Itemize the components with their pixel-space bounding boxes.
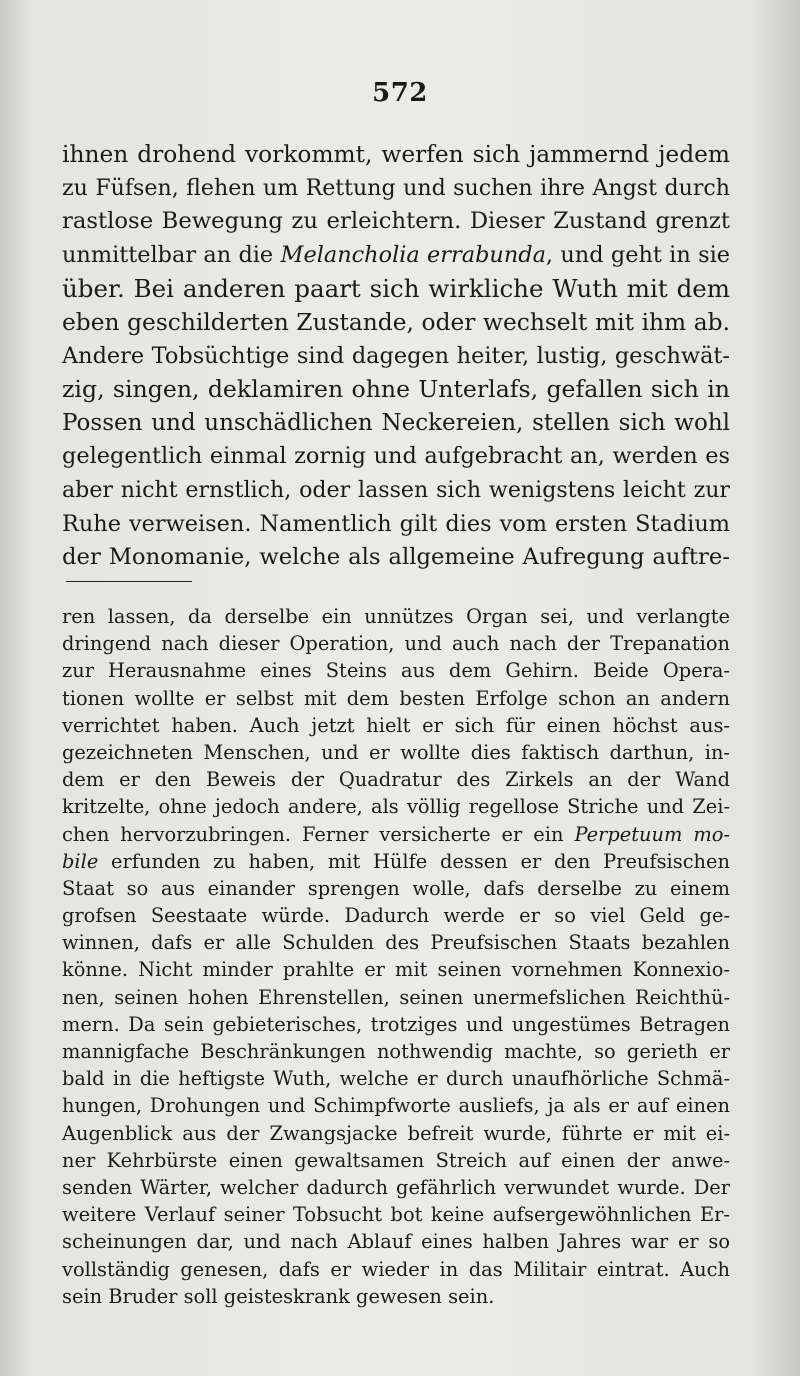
- footnote-line: mannigfache Beschränkungen nothwendig machte, so gerieth er: [62, 1040, 730, 1063]
- footnote-line: verrichtet haben. Auch jetzt hielt er sich für einen höchst aus-: [62, 713, 730, 737]
- footnote-line: sein Bruder soll geisteskrank gewesen sein.: [62, 1284, 495, 1308]
- footnote-line: [62, 821, 730, 848]
- footnote-separator: [66, 581, 192, 582]
- footnote-line: grofsen Seestaate würde. Dadurch werde er so viel Geld ge-: [62, 904, 730, 928]
- footnote-line: hungen, Drohungen und Schimpfworte ausliefs, ja als er auf einen: [62, 1094, 730, 1118]
- footnote-line: gezeichneten Menschen, und er wollte dies faktisch darthun, in-: [62, 740, 730, 764]
- main-line: Possen und unschädlichen Neckereien, stellen sich wohl: [62, 409, 730, 436]
- main-line: zig, singen, deklamiren ohne Unterlafs, gefallen sich in: [62, 375, 730, 404]
- italic-term: Perpetuum mo-: [574, 822, 730, 846]
- main-line: rastlose Bewegung zu erleichtern. Dieser Zustand grenzt: [62, 208, 730, 235]
- text-run: unmittelbar an die: [62, 241, 281, 268]
- footnote-line: nen, seinen hohen Ehrenstellen, seinen unermefslichen Reichthü-: [62, 985, 730, 1009]
- main-line: [62, 239, 730, 273]
- page-number: 572: [372, 78, 428, 108]
- footnote-line: dringend nach dieser Operation, und auch nach der Trepanation: [62, 632, 730, 656]
- text-run: erfunden zu haben, mit Hülfe dessen er den Preufsischen: [98, 849, 730, 873]
- footnote-line: winnen, dafs er alle Schulden des Preufsischen Staats bezahlen: [62, 931, 730, 955]
- main-line: zu Füfsen, flehen um Rettung und suchen ihre Angst durch: [62, 174, 730, 201]
- footnote-line: ren lassen, da derselbe ein unnützes Organ sei, und verlangte: [62, 605, 730, 628]
- footnote-line: scheinungen dar, und nach Ablauf eines halben Jahres war er so: [62, 1230, 730, 1254]
- footnote-line: vollständig genesen, dafs er wieder in das Militair eintrat. Auch: [62, 1257, 730, 1281]
- footnote-line: senden Wärter, welcher dadurch gefährlich verwundet wurde. Der: [62, 1175, 730, 1199]
- footnote-line: Staat so aus einander sprengen wolle, dafs derselbe zu einem: [62, 876, 730, 900]
- main-line: aber nicht ernstlich, oder lassen sich wenigstens leicht zur: [62, 476, 730, 503]
- text-run: , und geht in sie: [545, 241, 730, 268]
- main-line: Ruhe verweisen. Namentlich gilt dies vom ersten Stadium: [62, 510, 730, 537]
- footnote-line: dem er den Beweis der Quadratur des Zirkels an der Wand: [62, 768, 730, 792]
- footnote-line: mern. Da sein gebieterisches, trotziges und ungestümes Betragen: [62, 1012, 730, 1036]
- main-line: eben geschilderten Zustande, oder wechselt mit ihm ab.: [62, 308, 730, 336]
- main-line: ihnen drohend vorkommt, werfen sich jammernd jedem: [62, 141, 730, 168]
- footnote-line: [62, 848, 730, 875]
- footnote-line: weitere Verlauf seiner Tobsucht bot keine aufsergewöhnlichen Er-: [62, 1203, 730, 1227]
- text-run: chen hervorzubringen. Ferner versicherte er ein: [62, 822, 575, 846]
- italic-term: bile: [62, 849, 99, 873]
- main-line: über. Bei anderen paart sich wirkliche Wuth mit dem: [62, 274, 730, 304]
- italic-term: Melancholia errabunda: [280, 241, 546, 268]
- footnote-line: könne. Nicht minder prahlte er mit seinen vornehmen Konnexio-: [62, 958, 730, 982]
- main-text: [62, 138, 730, 575]
- footnote-line: kritzelte, ohne jedoch andere, als völlig regellose Striche und Zei-: [62, 795, 730, 819]
- main-line: gelegentlich einmal zornig und aufgebracht an, werden es: [62, 443, 730, 470]
- footnote-line: tionen wollte er selbst mit dem besten Erfolge schon an andern: [62, 686, 730, 710]
- footnote-line: ner Kehrbürste einen gewaltsamen Streich auf einen der anwe-: [62, 1148, 730, 1172]
- main-line: Andere Tobsüchtige sind dagegen heiter, lustig, geschwät-: [62, 342, 730, 369]
- footnote-line: Augenblick aus der Zwangsjacke befreit wurde, führte er mit ei-: [62, 1121, 730, 1145]
- footnote-line: zur Herausnahme eines Steins aus dem Gehirn. Beide Opera-: [62, 659, 730, 683]
- footnote-text: [62, 603, 730, 1310]
- footnote-line: bald in die heftigste Wuth, welche er durch unaufhörliche Schmä-: [62, 1067, 730, 1091]
- main-line: der Monomanie, welche als allgemeine Aufregung auftre-: [62, 544, 730, 571]
